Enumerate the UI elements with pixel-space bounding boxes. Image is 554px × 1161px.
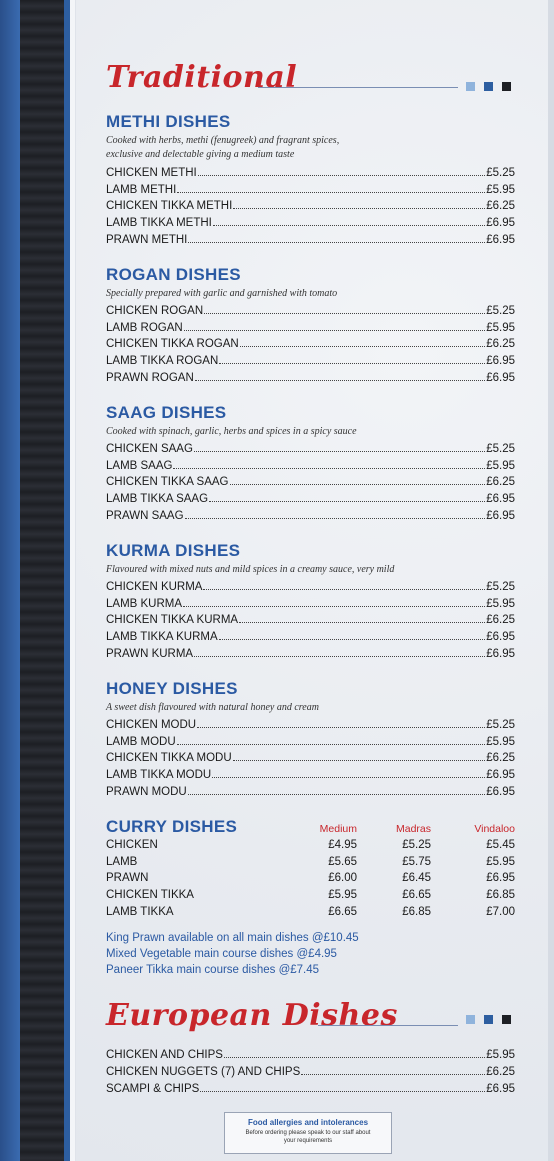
square-dark-icon xyxy=(502,1015,511,1024)
curry-price: £6.95 xyxy=(486,872,515,884)
curry-row-name: CHICKEN xyxy=(106,839,158,851)
section-heading-curry: CURRY DISHES xyxy=(106,817,238,836)
menu-item: LAMB MODU £5.95 xyxy=(106,736,515,748)
curry-price: £6.65 xyxy=(402,889,431,901)
menu-item: LAMB METHI £5.95 xyxy=(106,184,515,196)
curry-price: £6.00 xyxy=(328,872,357,884)
menu-item: CHICKEN TIKKA ROGAN £6.25 xyxy=(106,338,515,350)
menu-item: LAMB TIKKA METHI £6.95 xyxy=(106,217,515,229)
section-heading-saag: SAAG DISHES xyxy=(106,403,227,422)
european-title-rule xyxy=(318,1025,458,1026)
note-paneer-tikka: Paneer Tikka main course dishes @£7.45 xyxy=(106,964,320,976)
square-dark-icon xyxy=(502,82,511,91)
curry-row-name: LAMB xyxy=(106,856,138,868)
menu-item: LAMB ROGAN £5.95 xyxy=(106,322,515,334)
section-heading-kurma: KURMA DISHES xyxy=(106,541,241,560)
column-header-medium: Medium xyxy=(319,823,357,835)
menu-item: PRAWN MODU £6.95 xyxy=(106,786,515,798)
curry-price: £7.00 xyxy=(486,906,515,918)
menu-item: CHICKEN METHI £5.25 xyxy=(106,167,515,179)
curry-row-name: LAMB TIKKA xyxy=(106,906,174,918)
menu-item: LAMB SAAG £5.95 xyxy=(106,460,515,472)
menu-item: PRAWN SAAG £6.95 xyxy=(106,510,515,522)
curry-price: £6.45 xyxy=(402,872,431,884)
menu-item: CHICKEN ROGAN £5.25 xyxy=(106,305,515,317)
menu-item: CHICKEN TIKKA MODU £6.25 xyxy=(106,752,515,764)
section-desc-saag: Cooked with spinach, garlic, herbs and spices in a spicy sauce xyxy=(106,426,357,437)
note-king-prawn: King Prawn available on all main dishes @£10.45 xyxy=(106,932,359,944)
european-title: European Dishes xyxy=(106,998,398,1033)
menu-item: CHICKEN KURMA £5.25 xyxy=(106,581,515,593)
curry-price: £5.95 xyxy=(486,856,515,868)
curry-price: £6.85 xyxy=(486,889,515,901)
curry-row-name: CHICKEN TIKKA xyxy=(106,889,194,901)
section-desc-rogan: Specially prepared with garlic and garnished with tomato xyxy=(106,288,338,299)
menu-item: LAMB TIKKA KURMA £6.95 xyxy=(106,631,515,643)
menu-item: LAMB TIKKA SAAG £6.95 xyxy=(106,493,515,505)
menu-item: CHICKEN TIKKA KURMA £6.25 xyxy=(106,614,515,626)
section-desc-honey: A sweet dish flavoured with natural honey and cream xyxy=(106,702,319,713)
curry-price: £5.75 xyxy=(402,856,431,868)
white-divider-line xyxy=(70,0,75,1161)
section-desc-kurma: Flavoured with mixed nuts and mild spices in a creamy sauce, very mild xyxy=(106,564,395,575)
curry-price: £6.85 xyxy=(402,906,431,918)
allergy-title: Food allergies and intolerances xyxy=(247,1118,369,1127)
menu-item: PRAWN KURMA £6.95 xyxy=(106,648,515,660)
menu-item: CHICKEN MODU £5.25 xyxy=(106,719,515,731)
curry-price: £5.95 xyxy=(328,889,357,901)
note-mixed-vegetable: Mixed Vegetable main course dishes @£4.95 xyxy=(106,948,337,960)
curry-price: £4.95 xyxy=(328,839,357,851)
right-edge xyxy=(548,0,554,1161)
curry-price: £6.65 xyxy=(328,906,357,918)
allergy-notice xyxy=(224,1112,392,1154)
curry-price: £5.25 xyxy=(402,839,431,851)
curry-price: £5.45 xyxy=(486,839,515,851)
allergy-text: Before ordering please speak to our staff about your requirements xyxy=(245,1130,371,1144)
menu-item: CHICKEN NUGGETS (7) AND CHIPS £6.25 xyxy=(106,1066,515,1078)
square-light-icon xyxy=(466,82,475,91)
section-desc-methi: Cooked with herbs, methi (fenugreek) and fragrant spices, exclusive and delectable giving a medium taste xyxy=(106,135,340,160)
menu-item: LAMB KURMA £5.95 xyxy=(106,598,515,610)
column-header-madras: Madras xyxy=(395,823,431,835)
square-light-icon xyxy=(466,1015,475,1024)
column-header-vindaloo: Vindaloo xyxy=(474,823,515,835)
menu-item: CHICKEN SAAG £5.25 xyxy=(106,443,515,455)
menu-item: CHICKEN AND CHIPS £5.95 xyxy=(106,1049,515,1061)
menu-item: LAMB TIKKA ROGAN £6.95 xyxy=(106,355,515,367)
section-heading-rogan: ROGAN DISHES xyxy=(106,265,241,284)
menu-item: PRAWN METHI £6.95 xyxy=(106,234,515,246)
curry-price: £5.65 xyxy=(328,856,357,868)
traditional-title: Traditional xyxy=(106,60,298,95)
section-heading-honey: HONEY DISHES xyxy=(106,679,238,698)
traditional-title-rule xyxy=(258,87,458,88)
curry-row-name: PRAWN xyxy=(106,872,149,884)
menu-item: CHICKEN TIKKA METHI £6.25 xyxy=(106,200,515,212)
square-mid-icon xyxy=(484,82,493,91)
section-heading-methi: METHI DISHES xyxy=(106,112,231,131)
left-border-pattern xyxy=(0,0,20,1161)
menu-item: PRAWN ROGAN £6.95 xyxy=(106,372,515,384)
square-mid-icon xyxy=(484,1015,493,1024)
dark-stripe-pattern xyxy=(20,0,64,1161)
menu-item: SCAMPI & CHIPS £6.95 xyxy=(106,1083,515,1095)
menu-item: CHICKEN TIKKA SAAG £6.25 xyxy=(106,476,515,488)
menu-item: LAMB TIKKA MODU £6.95 xyxy=(106,769,515,781)
